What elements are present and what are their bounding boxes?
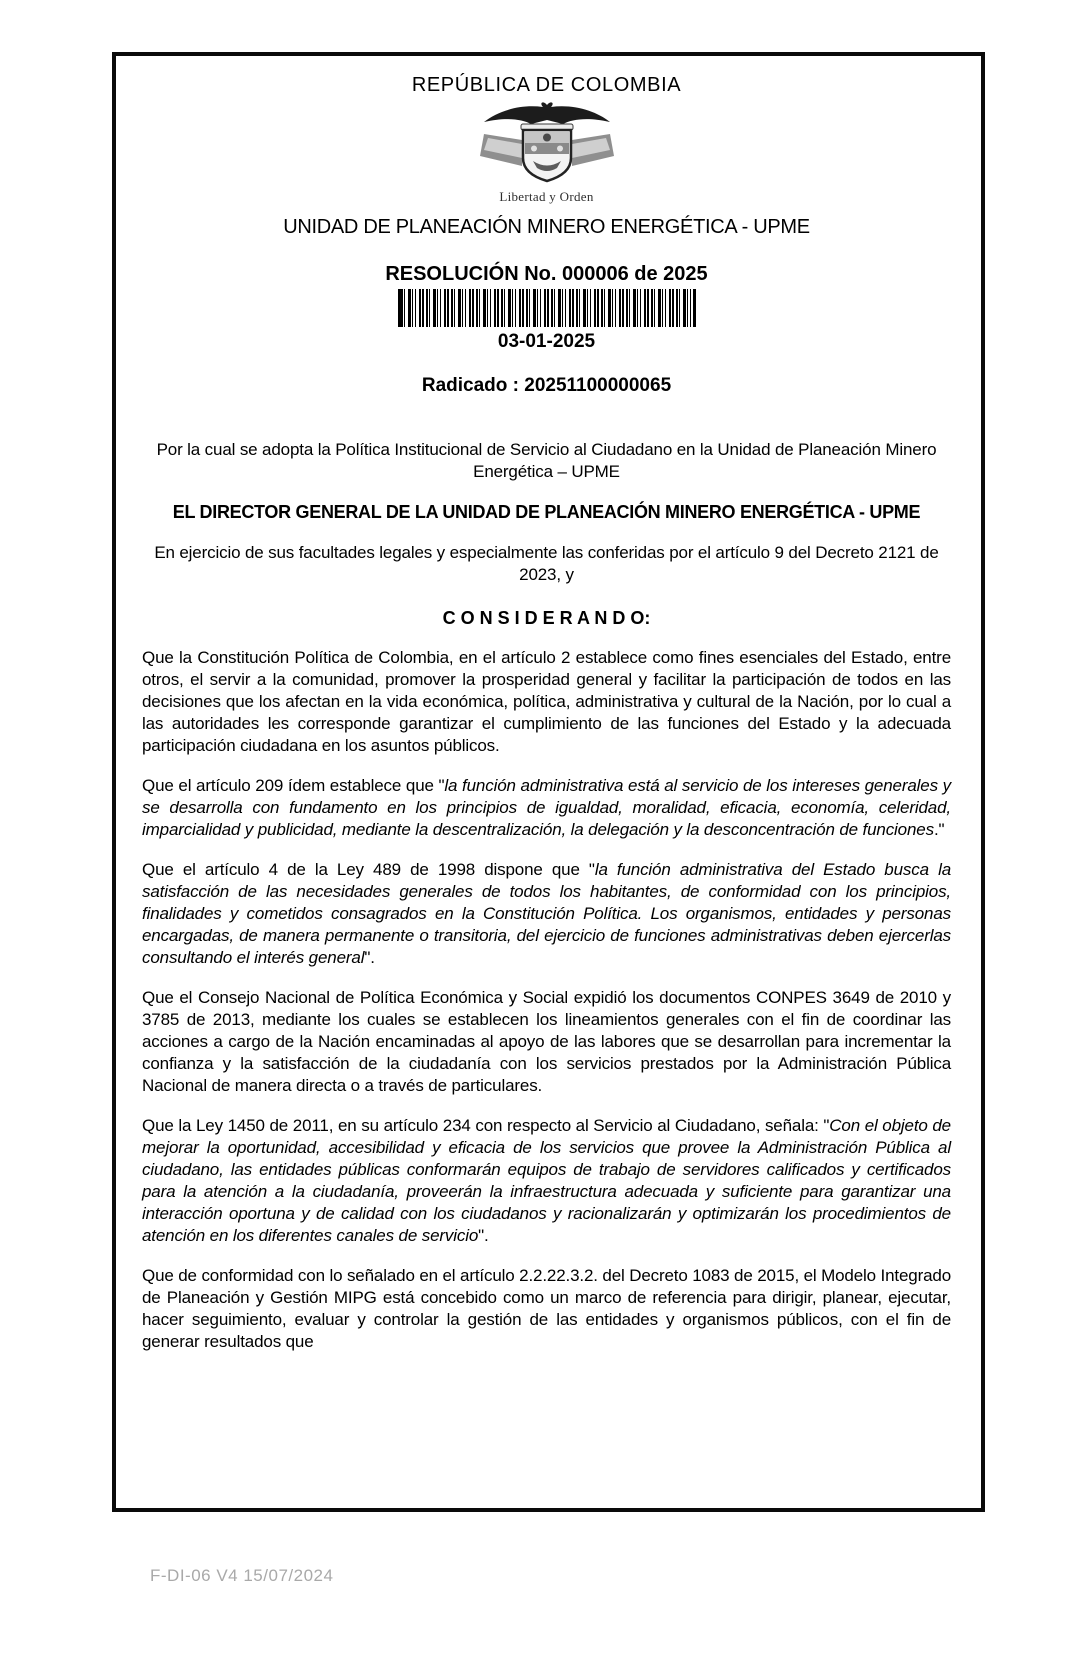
radicado-number: Radicado : 20251100000065 xyxy=(421,375,672,396)
paragraph-constitucion-art2: Que la Constitución Política de Colombia, en el artículo 2 establece como fines esenciales del Estado, entre otros, el servir a la comunidad, promover la prosperidad general y facilitar la participación de todos en las decisiones que los afectan en la vida económica, política, administrativa y cultural de la Nación, por lo cual a las autoridades les corresponde garantizar el cumplimiento de las funciones del Estado y la adecuada participación ciudadana en los asuntos públicos. xyxy=(142,648,951,755)
document-content xyxy=(116,56,981,1353)
paragraph-conpes: Que el Consejo Nacional de Política Económica y Social expidió los documentos CONPES 3649 de 2010 y 3785 de 2013, mediante los cuales se establecen los lineamientos generales con el fin de coordinar las acciones a cargo de la Nación encaminadas al apoyo de las labores que se desarrollan para incrementar la confianza y la satisfacción de la ciudadanía con los servicios prestados por la Administración Pública Nacional de manera directa o a través de particulares. xyxy=(142,988,951,1095)
barcode xyxy=(398,289,696,327)
republic-heading: REPÚBLICA DE COLOMBIA xyxy=(411,74,682,96)
paragraph-articulo-209: Que el artículo 209 ídem establece que "la función administrativa está al servicio de los intereses generales y se desarrolla con fundamento en los principios de igualdad, moralidad, eficacia, economía, celeridad, imparcialidad y publicidad, mediante la descentralización, la delegación y la desconcentración de funciones." xyxy=(142,776,951,839)
resolution-title: RESOLUCIÓN No. 000006 de 2025 xyxy=(385,263,708,285)
paragraph-ley-1450-2011: Que la Ley 1450 de 2011, en su artículo 234 con respecto al Servicio al Ciudadano, señala: "Con el objeto de mejorar la oportunidad, accesibilidad y eficacia de los servicios que provee la Administración Pública al ciudadano, las entidades públicas conformarán equipos de trabajo de servidores calificados y certificados para la atención a la ciudadanía, proveerán la infraestructura adecuada y suficiente para garantizar una interacción oportuna y de calidad con los ciudadanos y racionalizarán y optimizarán los procedimientos de atención en los diferentes canales de servicio". xyxy=(142,1116,951,1245)
form-code-footer: F-DI-06 V4 15/07/2024 xyxy=(150,1566,334,1585)
colombia-coat-of-arms-icon xyxy=(472,99,622,189)
resolution-date: 03-01-2025 xyxy=(497,331,596,352)
preamble-text: En ejercicio de sus facultades legales y especialmente las conferidas por el artículo 9 del Decreto 2121 de 2023, y xyxy=(154,543,939,584)
paragraph-ley-489-1998: Que el artículo 4 de la Ley 489 de 1998 dispone que "la función administrativa del Estado busca la satisfacción de las necesidades generales de todos los habitantes, de conformidad con los principios, finalidades y cometidos consagrados en la Constitución Política. Los organismos, entidades y personas encargadas, de manera permanente o transitoria, del ejercicio de funciones administrativas deben ejercerlas consultando el interés general". xyxy=(142,860,951,967)
coat-of-arms xyxy=(142,99,951,204)
entity-name: UNIDAD DE PLANEACIÓN MINERO ENERGÉTICA - UPME xyxy=(283,216,810,238)
resolution-subject: Por la cual se adopta la Política Institucional de Servicio al Ciudadano en la Unidad de Planeación Minero Energética – UPME xyxy=(156,440,937,481)
issuer-heading: EL DIRECTOR GENERAL DE LA UNIDAD DE PLANEACIÓN MINERO ENERGÉTICA - UPME xyxy=(172,502,921,522)
document-border-frame xyxy=(112,52,985,1512)
paragraph-decreto-1083-2015: Que de conformidad con lo señalado en el artículo 2.2.22.3.2. del Decreto 1083 de 2015, el Modelo Integrado de Planeación y Gestión MIPG está concebido como un marco de referencia para dirigir, planear, ejecutar, hacer seguimiento, evaluar y controlar la gestión de las entidades y organismos públicos, con el fin de generar resultados que xyxy=(142,1266,952,1351)
considering-heading: C O N S I D E R A N D O: xyxy=(442,608,651,628)
motto-text: Libertad y Orden xyxy=(499,189,594,204)
